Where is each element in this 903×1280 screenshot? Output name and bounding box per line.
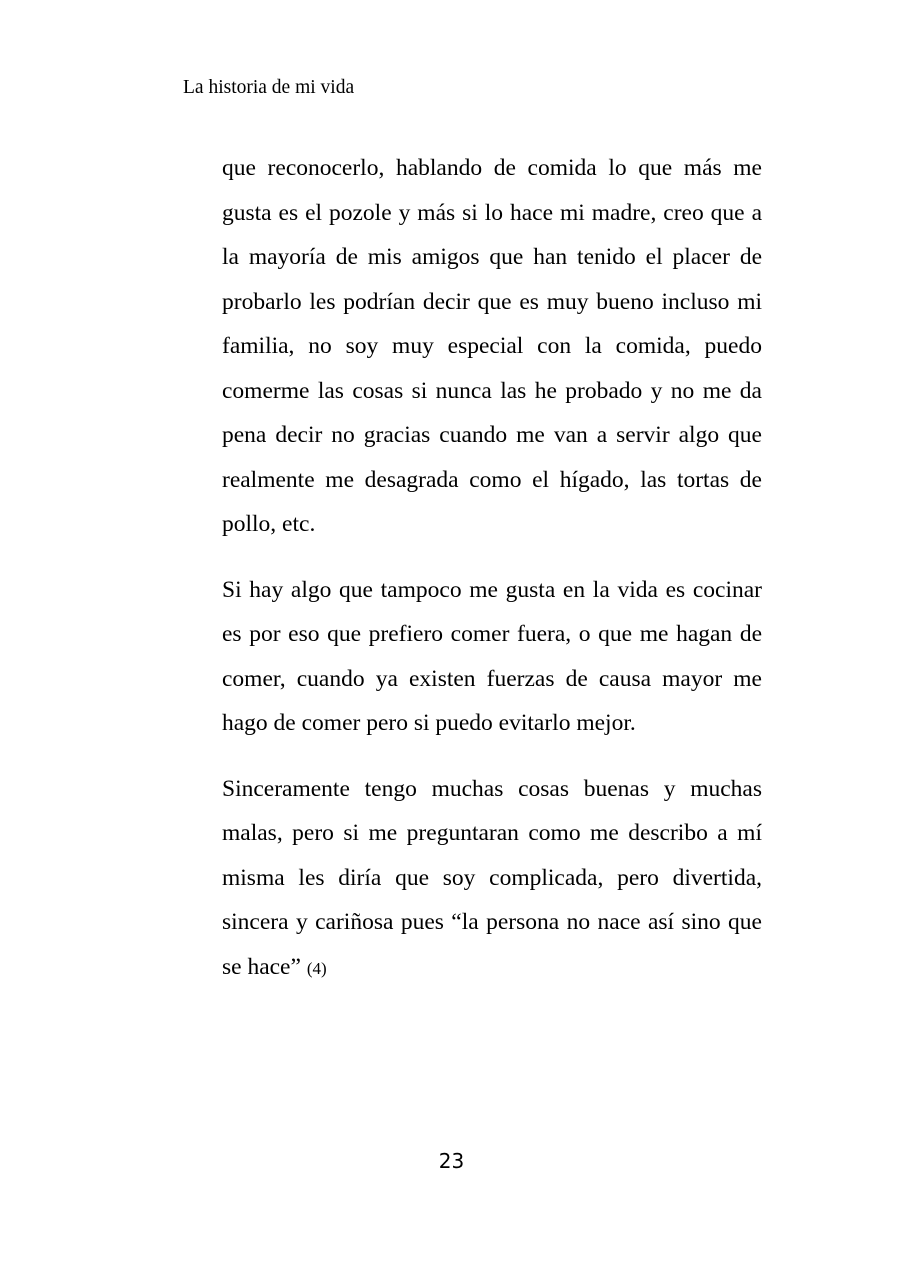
paragraph-2: Si hay algo que tampoco me gusta en la vida es cocinar es por eso que prefiero comer fuera, o que me hagan de comer, cuando ya existen fuerzas de causa mayor me hago de comer pero si puedo evitarlo mejor.: [222, 576, 762, 736]
paragraph-3: [222, 767, 762, 992]
citation-reference: (4): [306, 958, 327, 978]
body-text: [222, 146, 762, 991]
paragraph-3-text: Sinceramente tengo muchas cosas buenas y muchas malas, pero si me preguntaran como me describo a mí misma les diría que soy complicada, pero divertida, sincera y cariñosa pues “la persona no nace así sino que se hace”: [222, 775, 762, 980]
paragraph-1: que reconocerlo, hablando de comida lo que más me gusta es el pozole y más si lo hace mi madre, creo que a la mayoría de mis amigos que han tenido el placer de probarlo les podrían decir que es muy bueno incluso mi familia, no soy muy especial con la comida, puedo comerme las cosas si nunca las he probado y no me da pena decir no gracias cuando me van a servir algo que realmente me desagrada como el hígado, las tortas de pollo, etc.: [222, 155, 762, 537]
page-number: 23: [438, 1149, 465, 1173]
running-header: La historia de mi vida: [183, 77, 355, 98]
